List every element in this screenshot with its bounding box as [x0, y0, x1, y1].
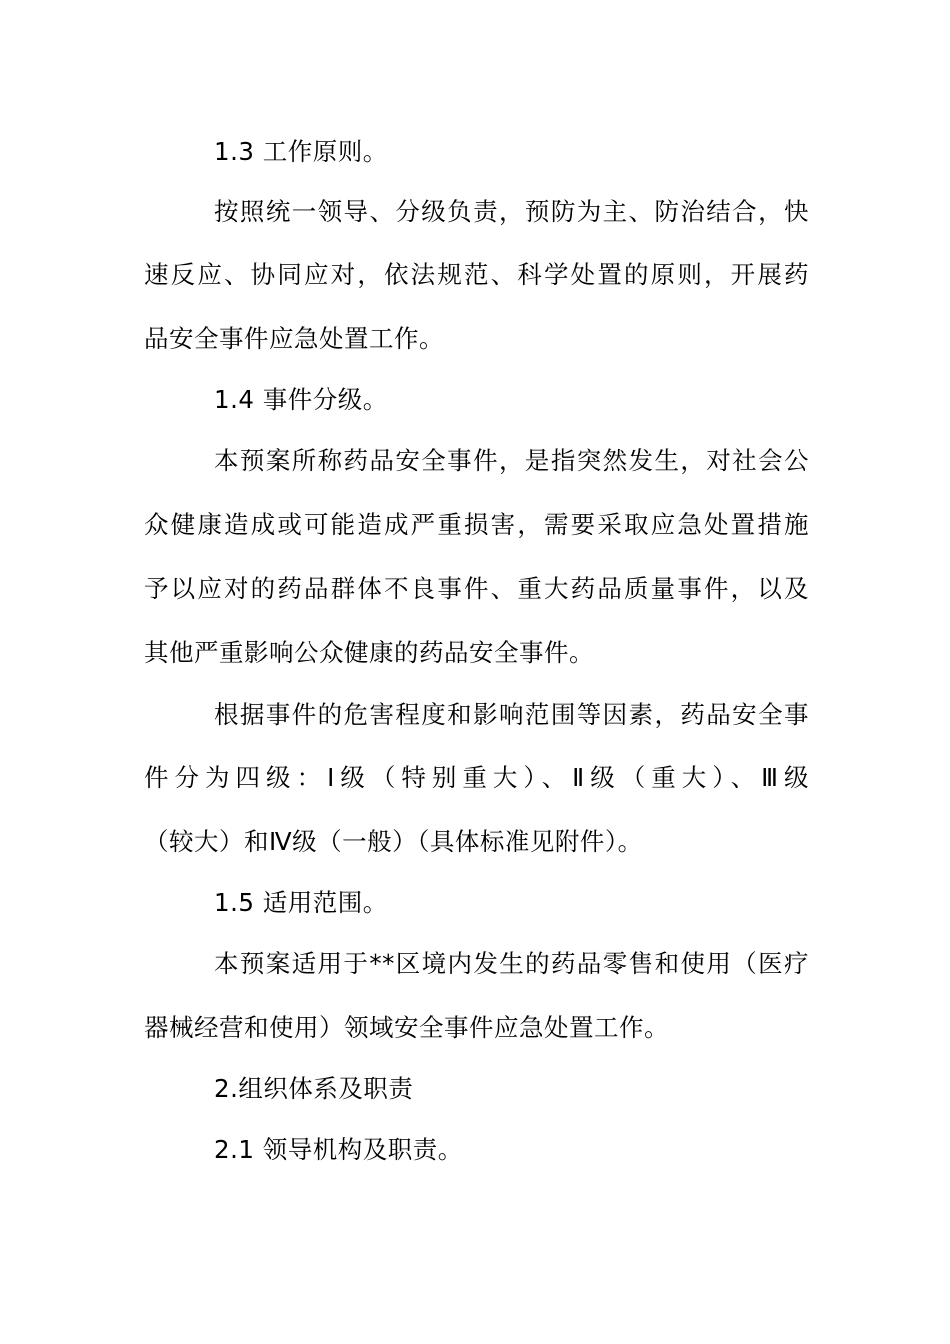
section-heading-1-4: 1.4 事件分级。 — [214, 385, 388, 414]
paragraph-line: 速反应、协同应对，依法规范、科学处置的原则，开展药 — [144, 260, 809, 289]
section-heading-1-5: 1.5 适用范围。 — [214, 888, 388, 917]
paragraph-line: 本预案所称药品安全事件，是指突然发生，对社会公 — [214, 446, 809, 475]
paragraph-line: 其他严重影响公众健康的药品安全事件。 — [144, 638, 594, 667]
paragraph-line: 众健康造成或可能造成严重损害，需要采取应急处置措施 — [144, 510, 809, 539]
paragraph-line: 器械经营和使用）领域安全事件应急处置工作。 — [144, 1013, 669, 1042]
section-heading-1-3: 1.3 工作原则。 — [214, 137, 388, 166]
paragraph-line: 按照统一领导、分级负责，预防为主、防治结合，快 — [214, 197, 809, 226]
paragraph-line: 件分为四级：Ⅰ级（特别重大）、Ⅱ级（重大）、Ⅲ级 — [144, 763, 809, 792]
paragraph-line: 根据事件的危害程度和影响范围等因素，药品安全事 — [214, 700, 809, 729]
section-heading-2: 2.组织体系及职责 — [214, 1074, 414, 1103]
paragraph-line: （较大）和Ⅳ级（一般）（具体标准见附件）。 — [144, 827, 643, 856]
paragraph-line: 予以应对的药品群体不良事件、重大药品质量事件，以及 — [144, 574, 809, 603]
section-heading-2-1: 2.1 领导机构及职责。 — [214, 1135, 463, 1164]
paragraph-line: 品安全事件应急处置工作。 — [144, 324, 444, 353]
paragraph-line: 本预案适用于**区境内发生的药品零售和使用（医疗 — [214, 949, 809, 978]
